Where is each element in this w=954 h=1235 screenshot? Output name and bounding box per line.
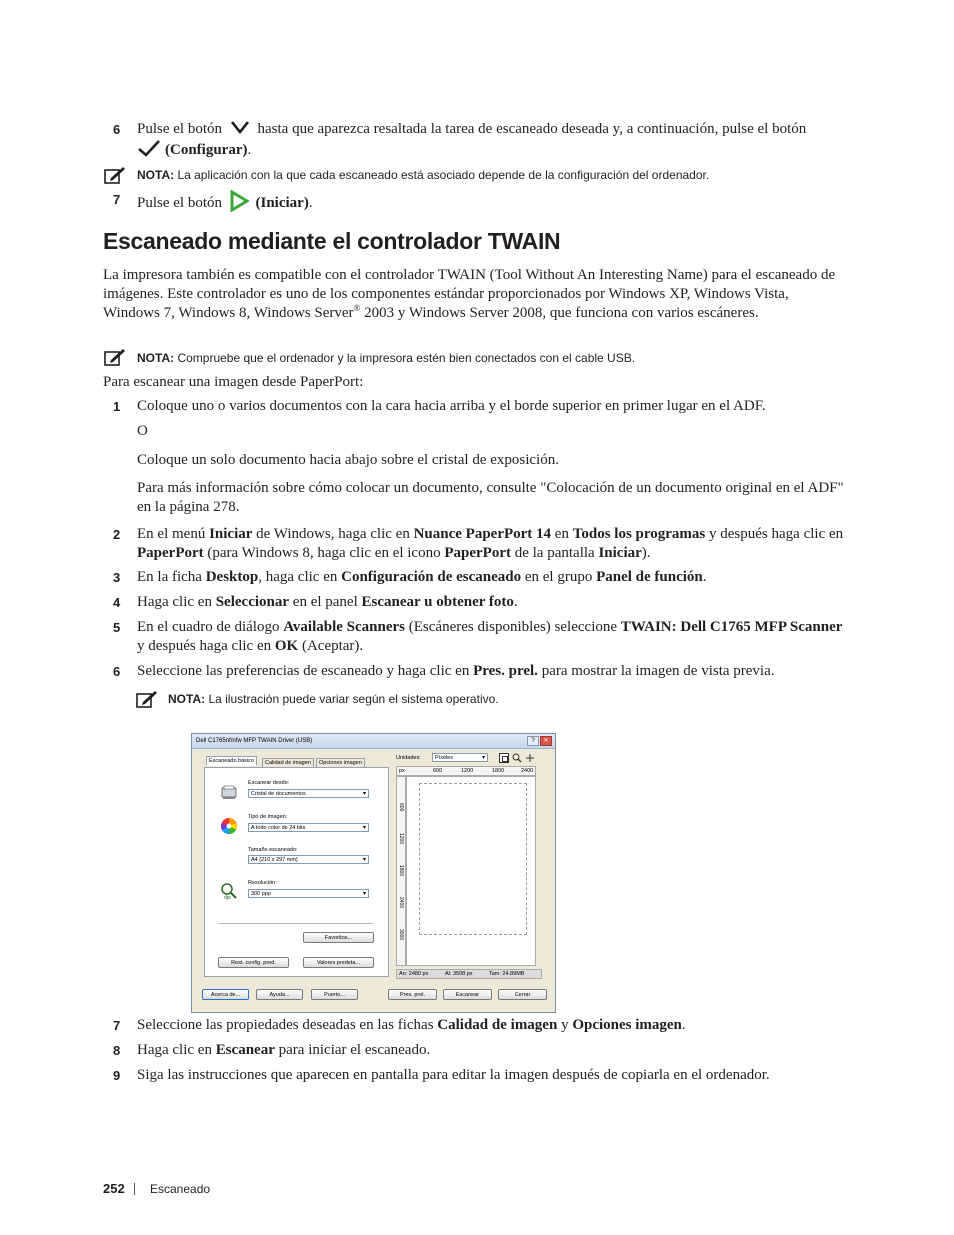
resolution-label: Resolución:	[248, 880, 277, 886]
resolution-icon	[220, 882, 238, 900]
tab-image-options[interactable]: Opciones imagen	[316, 758, 365, 768]
s2-a: En el menú	[137, 526, 210, 542]
s5-b: Available Scanners	[283, 619, 406, 635]
vertical-ruler	[396, 776, 406, 966]
s8-a: Haga clic en	[137, 1042, 216, 1058]
step-6-part-a: Pulse el botón	[137, 121, 222, 137]
units-select[interactable]: Píxeles ▾	[432, 753, 488, 762]
status-height: Al: 3508 px	[445, 971, 473, 977]
step-6-end: .	[247, 142, 252, 158]
s7-d: Opciones imagen	[572, 1017, 682, 1033]
dialog-titlebar	[192, 734, 555, 749]
twain-dialog	[191, 733, 556, 1013]
scan-region[interactable]	[419, 783, 527, 935]
ruler-tick: 600	[433, 768, 443, 774]
s2-g: y después haga clic en	[705, 526, 844, 542]
step-9-text: Siga las instrucciones que aparecen en pantalla para editar la imagen después de copiarla en el ordenador.	[137, 1067, 770, 1083]
dialog-title: Dell C1765nf/nfw MFP TWAIN Driver (USB)	[196, 738, 313, 744]
intro-text-2: 2003 y Windows Server 2008, que funciona con varios escáneres.	[360, 305, 759, 321]
note-1-label: NOTA:	[137, 168, 175, 182]
s7-b: Calidad de imagen	[437, 1017, 558, 1033]
step-4-text	[137, 593, 857, 612]
favorites-button[interactable]: Favoritos...	[303, 932, 374, 943]
status-bar	[396, 969, 542, 979]
tab-image-quality[interactable]: Calidad de imagen	[262, 758, 314, 768]
svg-text:dpi: dpi	[224, 895, 231, 900]
step-2-number: 2	[113, 527, 121, 542]
s4-c: en el panel	[289, 594, 362, 610]
step-9-number: 9	[113, 1068, 121, 1083]
horizontal-ruler	[396, 766, 536, 776]
ruler-tick: 1200	[461, 768, 474, 774]
units-label: Unidades:	[396, 755, 421, 761]
page-number: 252	[103, 1181, 125, 1196]
tab-basic-scan[interactable]: Escaneado básico	[206, 756, 257, 766]
status-size: Tam: 24.89MB	[489, 971, 525, 977]
scan-from-select[interactable]: Cristal de documentos ▾	[248, 789, 369, 798]
step-2-text	[137, 525, 857, 563]
port-button[interactable]: Puerto...	[311, 989, 358, 1000]
s7-c: y	[557, 1017, 573, 1033]
scanner-icon	[220, 784, 238, 802]
s5-c: (Escáneres disponibles) seleccione	[405, 619, 621, 635]
s4-a: Haga clic en	[137, 594, 216, 610]
scan-size-select[interactable]: A4 (210 x 297 mm) ▾	[248, 855, 369, 864]
s3-f: Panel de función	[596, 569, 703, 585]
ruler-v-tick: 600	[398, 803, 404, 812]
s3-g: .	[702, 569, 707, 585]
step-4-number: 4	[113, 595, 121, 610]
step-3-text	[137, 568, 857, 587]
s2-c: de Windows, haga clic en	[252, 526, 414, 542]
note-1-text: La aplicación con la que cada escaneado está asociado depende de la configuración del ordenador.	[177, 168, 710, 182]
s3-a: En la ficha	[137, 569, 206, 585]
note-1	[137, 168, 709, 182]
s7-e: .	[681, 1017, 686, 1033]
close-button[interactable]: Cerrar	[498, 989, 547, 1000]
move-icon[interactable]	[525, 753, 535, 763]
status-width: An: 2480 px	[399, 971, 429, 977]
s2-m: ).	[641, 545, 651, 561]
s3-d: Configuración de escaneado	[341, 569, 522, 585]
registered-mark: ®	[353, 303, 361, 313]
image-type-label: Tipo de imagen:	[248, 814, 288, 820]
lead-c: :	[359, 374, 364, 390]
s6-b: Pres. prel.	[473, 663, 538, 679]
s2-e: en	[551, 526, 573, 542]
ruler-tick: 1800	[492, 768, 505, 774]
s4-e: .	[513, 594, 518, 610]
step-6-number: 6	[113, 122, 121, 137]
s5-f: OK	[274, 638, 299, 654]
step-7b-text	[137, 1016, 857, 1035]
s8-b: Escanear	[215, 1042, 275, 1058]
resolution-select[interactable]: 300 ppp ▾	[248, 889, 369, 898]
lead-sentence	[103, 373, 848, 392]
step-7b-number: 7	[113, 1018, 121, 1033]
step-6-text	[137, 120, 857, 160]
image-type-select[interactable]: A todo color de 24 bits ▾	[248, 823, 369, 832]
s2-b: Iniciar	[209, 526, 253, 542]
s3-b: Desktop	[205, 569, 259, 585]
s2-k: de la pantalla	[510, 545, 599, 561]
s2-f: Todos los programas	[572, 526, 706, 542]
preview-button[interactable]: Pres. prel.	[388, 989, 437, 1000]
zoom-icon[interactable]	[512, 753, 522, 763]
scan-from-label: Escanear desde:	[248, 780, 290, 786]
s6-c: para mostrar la imagen de vista previa.	[537, 663, 775, 679]
ruler-v-tick: 3000	[398, 929, 404, 941]
s3-c: , haga clic en	[258, 569, 342, 585]
step-1-or: O	[137, 423, 148, 439]
s2-d: Nuance PaperPort 14	[413, 526, 552, 542]
checkmark-icon	[137, 139, 161, 157]
chapter-name: Escaneado	[150, 1182, 211, 1196]
s5-a: En el cuadro de diálogo	[137, 619, 284, 635]
about-button[interactable]: Acerca de...	[202, 989, 249, 1000]
help-window-button[interactable]: ?	[527, 736, 539, 746]
section-title: Escaneado mediante el controlador TWAIN	[103, 228, 561, 254]
lead-a: Para escanear una imagen desde	[103, 374, 300, 390]
s4-d: Escanear u obtener foto	[361, 594, 514, 610]
note-pencil-icon	[104, 166, 126, 184]
note-3-label: NOTA:	[168, 692, 206, 706]
lead-paperport: PaperPort	[300, 374, 360, 390]
s5-e: y después haga clic en	[137, 638, 275, 654]
ruler-v-tick: 2400	[398, 897, 404, 909]
default-values-button[interactable]: Valores predeta...	[303, 957, 374, 968]
note-3	[168, 692, 499, 706]
s5-d: TWAIN: Dell C1765 MFP Scanner	[620, 619, 843, 635]
configurar-label: (Configurar)	[165, 142, 248, 158]
s8-c: para iniciar el escaneado.	[274, 1042, 431, 1058]
select-area-tool[interactable]	[499, 753, 509, 763]
scan-size-label: Tamaño escaneado:	[248, 847, 298, 853]
s7-a: Seleccione las propiedades deseadas en las fichas	[137, 1017, 438, 1033]
s2-l: Iniciar	[598, 545, 642, 561]
ruler-v-tick: 1800	[398, 865, 404, 877]
step-1-more: Para más información sobre cómo colocar un documento, consulte "Colocación de un documento original en el ADF" en la página 278.	[137, 480, 844, 515]
divider	[218, 923, 373, 924]
intro-paragraph	[103, 266, 848, 323]
intro-text-1: La impresora también es compatible con el controlador TWAIN (Tool Without An Interesting Name) para el escaneado de imágenes. Este controlador es uno de los componentes estándar proporcionados por Windows XP, Windows Vista, Windows 7, Windows 8, Windows Server	[103, 267, 836, 321]
step-5-text	[137, 618, 857, 656]
note-3-text: La ilustración puede variar según el sistema operativo.	[208, 692, 499, 706]
note-2-label: NOTA:	[137, 351, 175, 365]
play-start-icon	[229, 190, 249, 212]
s6-a: Seleccione las preferencias de escaneado y haga clic en	[137, 663, 474, 679]
iniciar-label: (Iniciar)	[255, 195, 309, 211]
step-8-number: 8	[113, 1043, 121, 1058]
note-2	[137, 351, 635, 365]
help-button[interactable]: Ayuda...	[256, 989, 303, 1000]
footer-separator	[134, 1183, 135, 1195]
step-7-text	[137, 190, 857, 213]
ruler-unit: px	[399, 768, 405, 774]
step-6b-number: 6	[113, 664, 121, 679]
step-1-alt: Coloque un solo documento hacia abajo sobre el cristal de exposición.	[137, 452, 559, 468]
reset-defaults-button[interactable]: Rest. config. pred.	[218, 957, 289, 968]
note-pencil-icon	[136, 690, 158, 708]
note-pencil-icon	[104, 348, 126, 366]
ruler-tick: 2400	[521, 768, 534, 774]
s2-h: PaperPort	[137, 545, 204, 561]
note-2-text: Compruebe que el ordenador y la impresora estén bien conectados con el cable USB.	[177, 351, 636, 365]
step-1-number: 1	[113, 399, 121, 414]
step-5-number: 5	[113, 620, 121, 635]
step-3-number: 3	[113, 570, 121, 585]
scan-button[interactable]: Escanear	[443, 989, 492, 1000]
ruler-v-tick: 1200	[398, 833, 404, 845]
step-6b-text	[137, 662, 857, 681]
preview-area[interactable]	[406, 776, 536, 966]
s2-j: PaperPort	[444, 545, 511, 561]
step-7-end: .	[308, 195, 313, 211]
s2-i: (para Windows 8, haga clic en el icono	[203, 545, 445, 561]
s5-g: (Aceptar).	[298, 638, 364, 654]
step-7-part-a: Pulse el botón	[137, 195, 222, 211]
chevron-down-icon	[230, 120, 250, 134]
s4-b: Seleccionar	[215, 594, 290, 610]
close-window-button[interactable]: ✕	[540, 736, 552, 746]
step-8-text	[137, 1041, 857, 1060]
step-7-number: 7	[113, 192, 121, 207]
step-6-part-b: hasta que aparezca resaltada la tarea de escaneado deseada y, a continuación, pulse el botón	[257, 121, 807, 137]
step-1-text: Coloque uno o varios documentos con la cara hacia arriba y el borde superior en primer lugar en el ADF.	[137, 398, 766, 414]
s3-e: en el grupo	[521, 569, 597, 585]
color-wheel-icon	[220, 817, 238, 835]
